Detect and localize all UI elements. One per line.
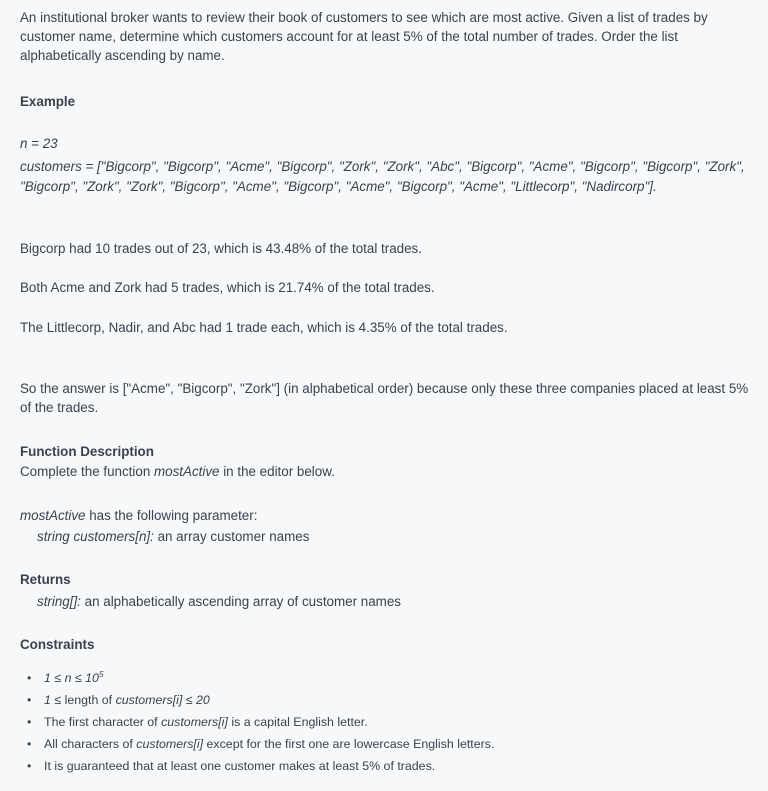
constraints-heading: Constraints — [20, 637, 95, 652]
constraint-item: • All characters of customers[i] except for the first one are lowercase English letters. — [20, 733, 494, 755]
example-answer: So the answer is ["Acme", "Bigcorp", "Zork"] (in alphabetical order) because only these three companies placed at least 5% of the trades. — [20, 381, 749, 415]
function-description-heading: Function Description — [20, 444, 154, 459]
example-n: n = 23 — [20, 136, 58, 151]
example-heading: Example — [20, 94, 76, 109]
constraint-item: • $1 \le n \le 10^5$ — [20, 667, 494, 689]
returns-heading: Returns — [20, 572, 71, 587]
example-customers: customers = ["Bigcorp", "Bigcorp", "Acme", "Bigcorp", "Zork", "Zork", "Abc", "Bigcorp", "Acme", "Bigcorp", "Bigcorp", "Zork", "Bigcorp", "Zork", "Zork", "Bigcorp", "Acme", "Bigcorp", "Acme", "Bigcorp", "Acme", "Littlecorp", "Nadircorp"]. — [20, 159, 745, 194]
constraint-item: • It is guaranteed that at least one customer makes at least 5% of trades. — [20, 755, 494, 777]
parameter-signature: string customers[n]: an array customer names — [37, 529, 310, 544]
constraint-item: • 1 ≤ length of customers[i] ≤ 20 — [20, 689, 494, 711]
example-acme-zork: Both Acme and Zork had 5 trades, which is 21.74% of the total trades. — [20, 280, 435, 295]
example-bigcorp: Bigcorp had 10 trades out of 23, which is 43.48% of the total trades. — [20, 241, 422, 256]
constraints-list — [20, 667, 494, 777]
example-others: The Littlecorp, Nadir, and Abc had 1 trade each, which is 4.35% of the total trades. — [20, 320, 508, 335]
returns-text: string[]: an alphabetically ascending array of customer names — [37, 594, 401, 609]
function-description-text: Complete the function mostActive in the editor below. — [20, 464, 335, 479]
constraint-item: • The first character of customers[i] is a capital English letter. — [20, 711, 494, 733]
parameter-intro: mostActive has the following parameter: — [20, 508, 258, 523]
function-name: mostActive — [154, 464, 220, 479]
intro-text: An institutional broker wants to review their book of customers to see which are most active. Given a list of trades by customer name, determine which customers account for at least 5% of the total number of trades. Order the list alphabetically ascending by name. — [20, 10, 708, 63]
